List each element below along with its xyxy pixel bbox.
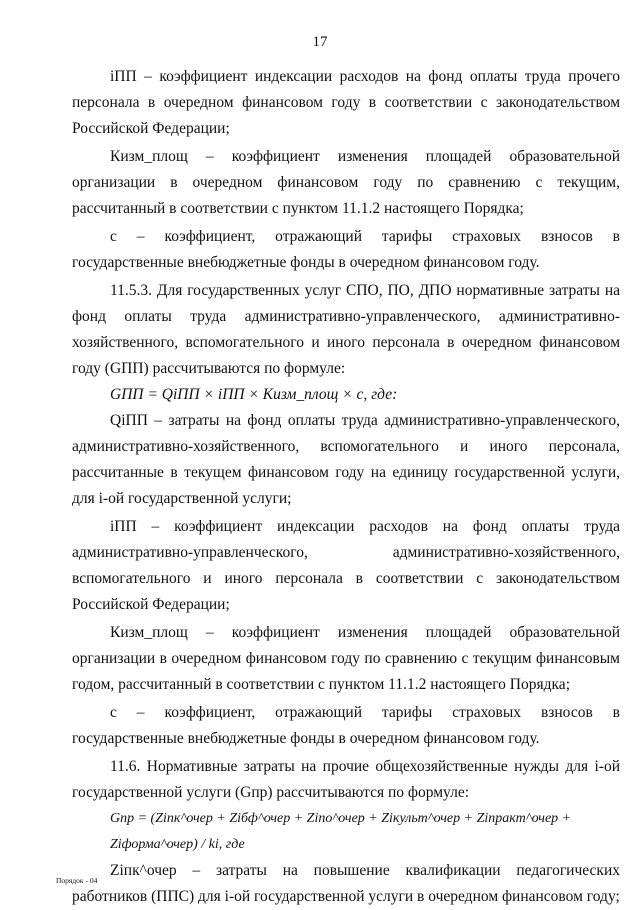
paragraph-9: 11.6. Нормативные затраты на прочие общехозяйственные нужды для i-ой государственной услуги (Gпр) рассчитываются по формуле:: [72, 758, 620, 801]
page-number: 17: [312, 34, 328, 50]
paragraph-10: Ziпк^очер – затраты на повышение квалификации педагогических работников (ППС) для i-ой государственной услуги в очередном финансовом году;: [72, 862, 620, 905]
paragraph-6: iПП – коэффициент индексации расходов на фонд оплаты труда административно-управленческого, административно-хозяйственного, вспомогательного и иного персонала в соответствии с законодательством Российской Федерации;: [72, 518, 620, 613]
formula-1: GПП = QiПП × iПП × Кизм_площ × c, где:: [110, 386, 398, 403]
formula-2: Gпр = (Ziпк^очер + Ziбф^очер + Ziпо^очер + Ziкульт^очер + Ziпракт^очер + Ziформа^очер) / ki, где: [110, 811, 572, 852]
paragraph-2: Кизм_площ – коэффициент изменения площадей образовательной организации в очередном финансовом году по сравнению с текущим, рассчитанный в соответствии с пунктом 11.1.2 настоящего Порядка;: [72, 148, 620, 217]
paragraph-4: 11.5.3. Для государственных услуг СПО, ПО, ДПО нормативные затраты на фонд оплаты труда административно-управленческого, административно-хозяйственного, вспомогательного и иного персонала в очередном финансовом году (GПП) рассчитываются по формуле:: [72, 282, 620, 377]
paragraph-7: Кизм_площ – коэффициент изменения площадей образовательной организации в очередном финансовом году по сравнению с текущим финансовым годом, рассчитанный в соответствии с пунктом 11.1.2 настоящего Порядка;: [72, 624, 620, 693]
footer-label: Порядок - 04: [56, 876, 98, 885]
paragraph-5: QiПП – затраты на фонд оплаты труда административно-управленческого, административно-хозяйственного, вспомогательного и иного персонала, рассчитанные в текущем финансовом году на единицу государственной услуги, для i-ой государственной услуги;: [72, 412, 620, 507]
paragraph-3: с – коэффициент, отражающий тарифы страховых взносов в государственные внебюджетные фонды в очередном финансовом году.: [72, 228, 620, 271]
paragraph-8: с – коэффициент, отражающий тарифы страховых взносов в государственные внебюджетные фонды в очередном финансовом году.: [72, 704, 620, 747]
paragraph-1: iПП – коэффициент индексации расходов на фонд оплаты труда прочего персонала в очередном финансовом году в соответствии с законодательством Российской Федерации;: [72, 68, 620, 137]
document-body: [72, 64, 620, 910]
